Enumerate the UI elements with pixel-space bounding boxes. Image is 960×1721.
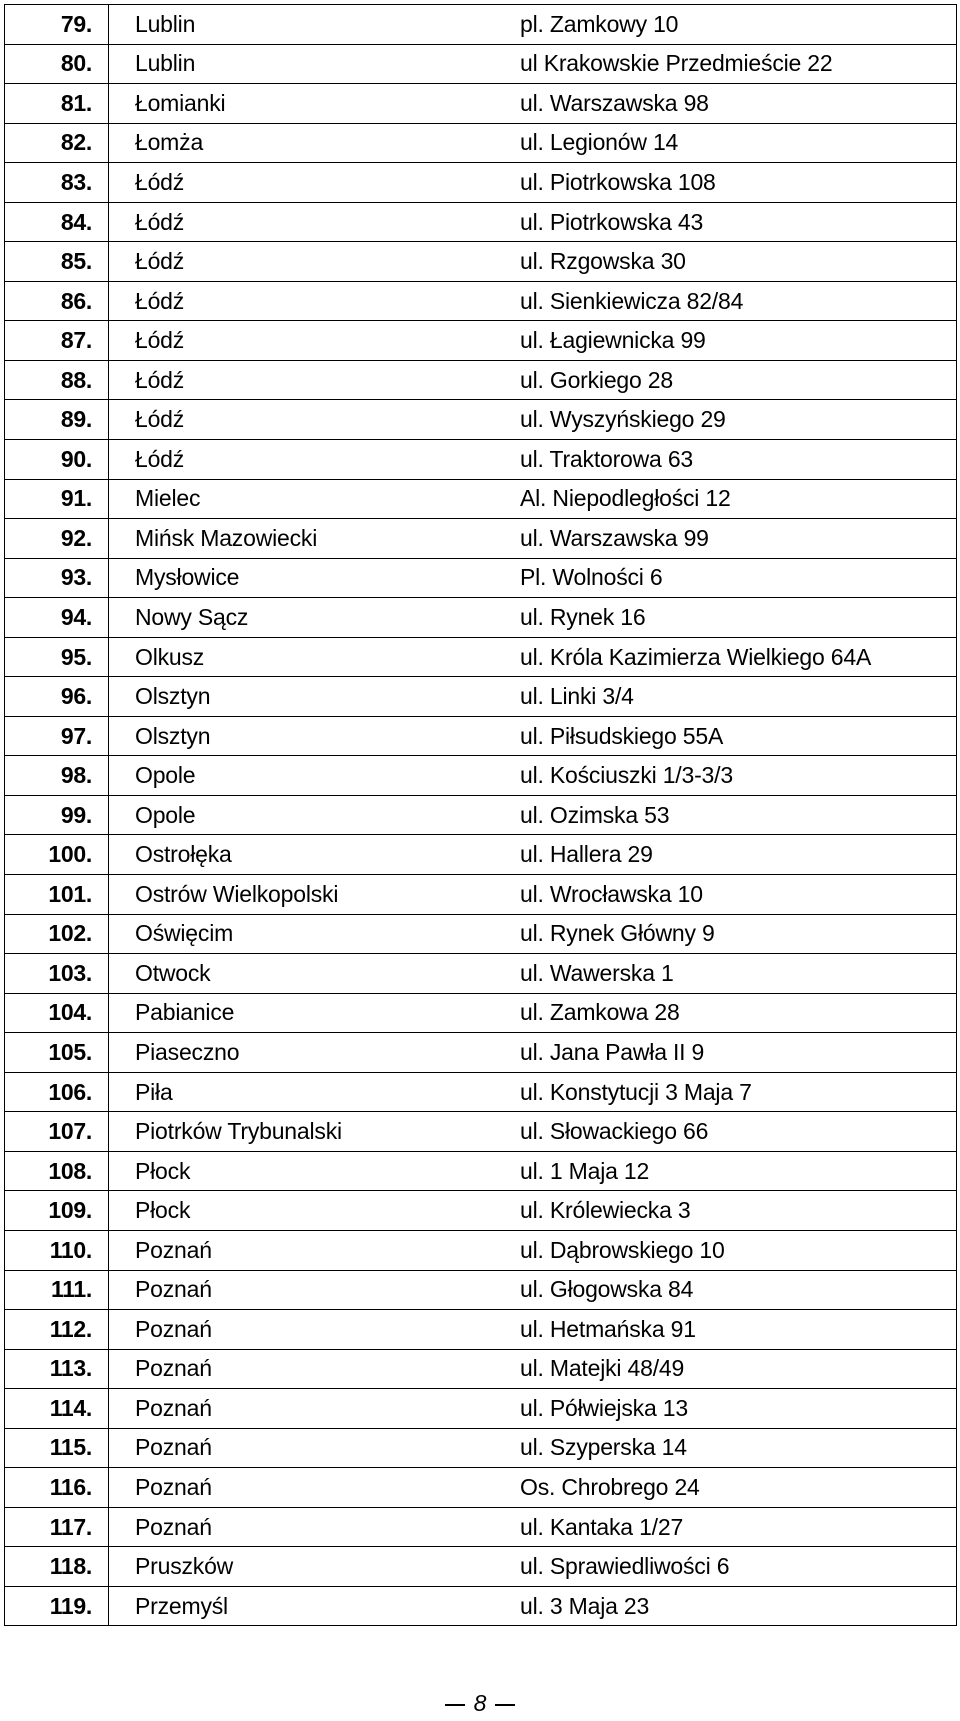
- row-number: 95.: [5, 637, 109, 677]
- table-row: [5, 360, 957, 400]
- table-row: [5, 558, 957, 598]
- address-cell: ul. Rzgowska 30: [520, 242, 957, 282]
- row-number: 86.: [5, 281, 109, 321]
- address-cell: ul. Piotrkowska 43: [520, 202, 957, 242]
- address-cell: ul. Wrocławska 10: [520, 875, 957, 915]
- row-number: 103.: [5, 954, 109, 994]
- table-row: [5, 756, 957, 796]
- table-row: [5, 875, 957, 915]
- city-name: Olsztyn: [135, 683, 211, 710]
- city-name: Płock: [135, 1197, 191, 1224]
- city-cell: [109, 163, 521, 203]
- table-row: [5, 677, 957, 717]
- row-number: 88.: [5, 360, 109, 400]
- row-number: 82.: [5, 123, 109, 163]
- city-name: Poznań: [135, 1236, 212, 1263]
- table-row: [5, 519, 957, 559]
- row-number: 92.: [5, 519, 109, 559]
- address-cell: ul. Dąbrowskiego 10: [520, 1230, 957, 1270]
- city-cell: [109, 519, 521, 559]
- table-row: [5, 954, 957, 994]
- city-cell: [109, 954, 521, 994]
- city-cell: [109, 993, 521, 1033]
- city-cell: [109, 479, 521, 519]
- city-cell: [109, 1112, 521, 1152]
- table-row: [5, 1033, 957, 1073]
- address-cell: ul. Hetmańska 91: [520, 1310, 957, 1350]
- table-row: [5, 1547, 957, 1587]
- table-row: [5, 795, 957, 835]
- city-cell: [109, 914, 521, 954]
- row-number: 116.: [5, 1468, 109, 1508]
- row-number: 118.: [5, 1547, 109, 1587]
- table-row: [5, 1586, 957, 1626]
- row-number: 93.: [5, 558, 109, 598]
- address-cell: ul. Legionów 14: [520, 123, 957, 163]
- address-cell: ul Krakowskie Przedmieście 22: [520, 44, 957, 84]
- city-cell: [109, 1151, 521, 1191]
- row-number: 80.: [5, 44, 109, 84]
- address-cell: ul. Piłsudskiego 55A: [520, 716, 957, 756]
- city-name: Olsztyn: [135, 722, 211, 749]
- city-name: Łódź: [135, 248, 185, 275]
- city-name: Poznań: [135, 1434, 212, 1461]
- address-cell: ul. Warszawska 98: [520, 84, 957, 124]
- address-cell: ul. Łagiewnicka 99: [520, 321, 957, 361]
- row-number: 90.: [5, 440, 109, 480]
- city-name: Nowy Sącz: [135, 603, 249, 630]
- row-number: 97.: [5, 716, 109, 756]
- city-cell: [109, 202, 521, 242]
- address-cell: ul. Piotrkowska 108: [520, 163, 957, 203]
- address-cell: ul. Wyszyńskiego 29: [520, 400, 957, 440]
- table-row: [5, 400, 957, 440]
- city-cell: [109, 5, 521, 45]
- city-cell: [109, 1468, 521, 1508]
- city-name: Przemyśl: [135, 1592, 228, 1619]
- locations-table: [4, 4, 957, 1626]
- city-cell: [109, 716, 521, 756]
- city-name: Olkusz: [135, 643, 205, 670]
- city-cell: [109, 440, 521, 480]
- footer-dash-left: [445, 1704, 465, 1706]
- row-number: 119.: [5, 1586, 109, 1626]
- table-row: [5, 1468, 957, 1508]
- address-cell: Pl. Wolności 6: [520, 558, 957, 598]
- table-row: [5, 242, 957, 282]
- city-name: Łomianki: [135, 89, 226, 116]
- address-cell: ul. Konstytucji 3 Maja 7: [520, 1072, 957, 1112]
- city-cell: [109, 1349, 521, 1389]
- row-number: 101.: [5, 875, 109, 915]
- address-cell: ul. Kościuszki 1/3-3/3: [520, 756, 957, 796]
- table-row: [5, 914, 957, 954]
- table-row: [5, 44, 957, 84]
- address-cell: ul. Zamkowa 28: [520, 993, 957, 1033]
- address-cell: ul. Sienkiewicza 82/84: [520, 281, 957, 321]
- table-row: [5, 1270, 957, 1310]
- address-cell: ul. 3 Maja 23: [520, 1586, 957, 1626]
- city-name: Łódź: [135, 327, 185, 354]
- row-number: 110.: [5, 1230, 109, 1270]
- city-cell: [109, 242, 521, 282]
- address-cell: ul. Linki 3/4: [520, 677, 957, 717]
- row-number: 84.: [5, 202, 109, 242]
- row-number: 91.: [5, 479, 109, 519]
- address-cell: ul. Rynek Główny 9: [520, 914, 957, 954]
- city-name: Płock: [135, 1157, 191, 1184]
- row-number: 112.: [5, 1310, 109, 1350]
- city-cell: [109, 1389, 521, 1429]
- city-cell: [109, 795, 521, 835]
- document-page: [4, 4, 957, 1626]
- row-number: 108.: [5, 1151, 109, 1191]
- city-cell: [109, 598, 521, 638]
- city-name: Oświęcim: [135, 920, 234, 947]
- address-cell: ul. Słowackiego 66: [520, 1112, 957, 1152]
- city-name: Łódź: [135, 208, 185, 235]
- city-cell: [109, 1586, 521, 1626]
- table-row: [5, 1112, 957, 1152]
- city-name: Łódź: [135, 366, 185, 393]
- table-row: [5, 321, 957, 361]
- table-row: [5, 1072, 957, 1112]
- row-number: 89.: [5, 400, 109, 440]
- city-cell: [109, 321, 521, 361]
- city-name: Mińsk Mazowiecki: [135, 524, 318, 551]
- city-name: Poznań: [135, 1394, 212, 1421]
- row-number: 98.: [5, 756, 109, 796]
- table-row: [5, 163, 957, 203]
- city-name: Mielec: [135, 485, 201, 512]
- city-name: Poznań: [135, 1474, 212, 1500]
- city-cell: [109, 1310, 521, 1350]
- row-number: 104.: [5, 993, 109, 1033]
- city-cell: [109, 360, 521, 400]
- table-row: [5, 1428, 957, 1468]
- address-cell: ul. Hallera 29: [520, 835, 957, 875]
- row-number: 100.: [5, 835, 109, 875]
- city-cell: [109, 400, 521, 440]
- address-cell: ul. Sprawiedliwości 6: [520, 1547, 957, 1587]
- table-row: [5, 84, 957, 124]
- city-cell: [109, 677, 521, 717]
- city-cell: [109, 44, 521, 84]
- city-cell: [109, 1547, 521, 1587]
- table-row: [5, 5, 957, 45]
- locations-table-body: [5, 5, 957, 1626]
- address-cell: ul. Traktorowa 63: [520, 440, 957, 480]
- address-cell: ul. Matejki 48/49: [520, 1349, 957, 1389]
- address-cell: ul. Króla Kazimierza Wielkiego 64A: [520, 637, 957, 677]
- city-name: Ostrów Wielkopolski: [135, 880, 339, 907]
- row-number: 83.: [5, 163, 109, 203]
- city-name: Piaseczno: [135, 1038, 240, 1065]
- table-row: [5, 123, 957, 163]
- address-cell: ul. Rynek 16: [520, 598, 957, 638]
- city-cell: [109, 1072, 521, 1112]
- address-cell: ul. Królewiecka 3: [520, 1191, 957, 1231]
- row-number: 114.: [5, 1389, 109, 1429]
- city-name: Lublin: [135, 50, 196, 77]
- table-row: [5, 1507, 957, 1547]
- row-number: 94.: [5, 598, 109, 638]
- table-row: [5, 1230, 957, 1270]
- city-cell: [109, 1230, 521, 1270]
- city-cell: [109, 84, 521, 124]
- city-cell: [109, 1507, 521, 1547]
- city-cell: [109, 1191, 521, 1231]
- row-number: 106.: [5, 1072, 109, 1112]
- row-number: 109.: [5, 1191, 109, 1231]
- city-name: Ostrołęka: [135, 841, 232, 868]
- city-name: Łódź: [135, 406, 185, 433]
- city-cell: [109, 1270, 521, 1310]
- table-row: [5, 1151, 957, 1191]
- address-cell: ul. Jana Pawła II 9: [520, 1033, 957, 1073]
- address-cell: ul. Kantaka 1/27: [520, 1507, 957, 1547]
- city-name: Łódź: [135, 445, 185, 472]
- address-cell: Os. Chrobrego 24: [520, 1468, 957, 1508]
- row-number: 96.: [5, 677, 109, 717]
- city-cell: [109, 1428, 521, 1468]
- city-name: Otwock: [135, 959, 211, 986]
- row-number: 107.: [5, 1112, 109, 1152]
- city-name: Poznań: [135, 1276, 212, 1303]
- row-number: 117.: [5, 1507, 109, 1547]
- table-row: [5, 479, 957, 519]
- city-cell: [109, 558, 521, 598]
- city-name: Mysłowice: [135, 564, 240, 591]
- city-name: Lublin: [135, 10, 196, 37]
- table-row: [5, 637, 957, 677]
- city-name: Pruszków: [135, 1553, 234, 1580]
- city-cell: [109, 1033, 521, 1073]
- city-cell: [109, 281, 521, 321]
- table-row: [5, 716, 957, 756]
- address-cell: pl. Zamkowy 10: [520, 5, 957, 45]
- city-name: Łódź: [135, 287, 185, 314]
- city-name: Łomża: [135, 129, 204, 156]
- address-cell: ul. Ozimska 53: [520, 795, 957, 835]
- table-row: [5, 1191, 957, 1231]
- row-number: 111.: [5, 1270, 109, 1310]
- city-name: Poznań: [135, 1355, 212, 1382]
- city-cell: [109, 756, 521, 796]
- city-cell: [109, 123, 521, 163]
- row-number: 115.: [5, 1428, 109, 1468]
- page-footer: [0, 1692, 960, 1715]
- table-row: [5, 1389, 957, 1429]
- address-cell: ul. Wawerska 1: [520, 954, 957, 994]
- address-cell: ul. Głogowska 84: [520, 1270, 957, 1310]
- row-number: 113.: [5, 1349, 109, 1389]
- row-number: 87.: [5, 321, 109, 361]
- city-name: Poznań: [135, 1513, 212, 1540]
- table-row: [5, 993, 957, 1033]
- city-name: Pabianice: [135, 999, 235, 1026]
- city-name: Łódź: [135, 168, 185, 195]
- table-row: [5, 202, 957, 242]
- row-number: 79.: [5, 5, 109, 45]
- page-number: 8: [473, 1690, 487, 1716]
- table-row: [5, 281, 957, 321]
- city-cell: [109, 637, 521, 677]
- table-row: [5, 1349, 957, 1389]
- address-cell: ul. Warszawska 99: [520, 519, 957, 559]
- address-cell: ul. 1 Maja 12: [520, 1151, 957, 1191]
- table-row: [5, 440, 957, 480]
- address-cell: ul. Szyperska 14: [520, 1428, 957, 1468]
- city-name: Piotrków Trybunalski: [135, 1118, 342, 1145]
- row-number: 85.: [5, 242, 109, 282]
- address-cell: ul. Gorkiego 28: [520, 360, 957, 400]
- table-row: [5, 598, 957, 638]
- city-cell: [109, 835, 521, 875]
- address-cell: ul. Półwiejska 13: [520, 1389, 957, 1429]
- row-number: 81.: [5, 84, 109, 124]
- row-number: 105.: [5, 1033, 109, 1073]
- footer-dash-right: [495, 1704, 515, 1706]
- city-name: Opole: [135, 801, 196, 828]
- table-row: [5, 835, 957, 875]
- city-name: Poznań: [135, 1315, 212, 1342]
- table-row: [5, 1310, 957, 1350]
- city-cell: [109, 875, 521, 915]
- row-number: 102.: [5, 914, 109, 954]
- address-cell: Al. Niepodległości 12: [520, 479, 957, 519]
- row-number: 99.: [5, 795, 109, 835]
- city-name: Opole: [135, 762, 196, 789]
- city-name: Piła: [135, 1078, 173, 1105]
